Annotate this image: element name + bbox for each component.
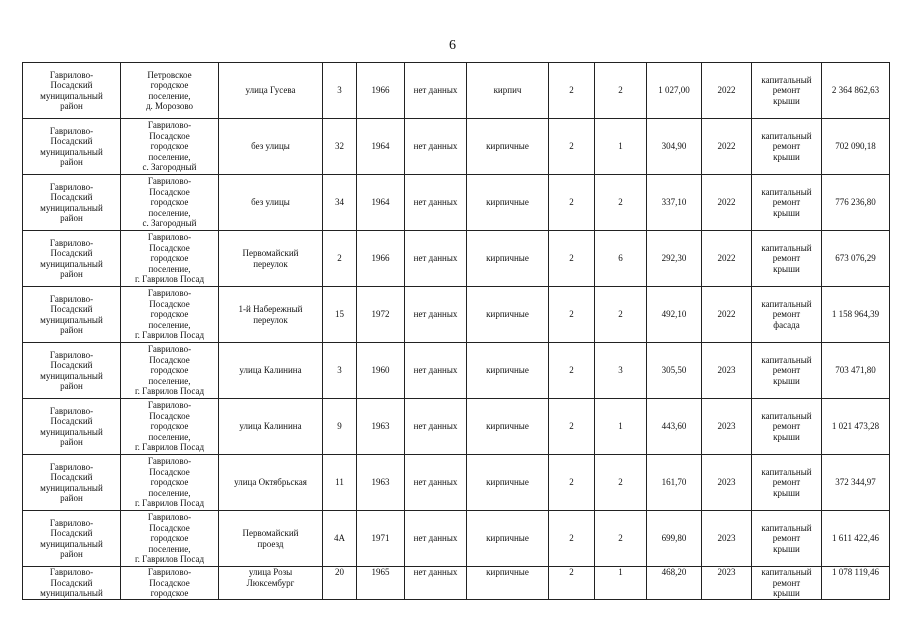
cell-year: 1965 [357, 567, 405, 600]
cell-area: 292,30 [647, 231, 702, 287]
cell-plan-year: 2023 [702, 511, 752, 567]
cell-material: кирпичные [467, 343, 549, 399]
cell-entrances: 1 [595, 399, 647, 455]
cell-cost: 1 078 119,46 [822, 567, 890, 600]
cell-plan-year: 2023 [702, 567, 752, 600]
cell-cost: 1 611 422,46 [822, 511, 890, 567]
cell-area: 337,10 [647, 175, 702, 231]
cell-house: 11 [323, 455, 357, 511]
table-row [23, 287, 890, 343]
cell-street: улица Калинина [219, 343, 323, 399]
cell-house: 15 [323, 287, 357, 343]
cell-plan-year: 2023 [702, 399, 752, 455]
cell-work: капитальный ремонт крыши [752, 119, 822, 175]
cell-cost: 2 364 862,63 [822, 63, 890, 119]
table-row [23, 399, 890, 455]
cell-house: 3 [323, 63, 357, 119]
cell-material: кирпич [467, 63, 549, 119]
cell-year: 1960 [357, 343, 405, 399]
cell-settlement: Гаврилово- Посадское городское поселение, г. Гаврилов Посад [121, 455, 219, 511]
table-row [23, 511, 890, 567]
cell-material: кирпичные [467, 511, 549, 567]
cell-district: Гаврилово- Посадский муниципальный район [23, 455, 121, 511]
cell-work: капитальный ремонт крыши [752, 567, 822, 600]
cell-area: 161,70 [647, 455, 702, 511]
cell-entrances: 2 [595, 175, 647, 231]
cell-floors: 2 [549, 175, 595, 231]
cell-area: 305,50 [647, 343, 702, 399]
cell-district: Гаврилово- Посадский муниципальный район [23, 119, 121, 175]
cell-floors: 2 [549, 399, 595, 455]
cell-work: капитальный ремонт крыши [752, 343, 822, 399]
cell-district: Гаврилово- Посадский муниципальный район [23, 511, 121, 567]
cell-settlement: Гаврилово- Посадское городское поселение, г. Гаврилов Посад [121, 231, 219, 287]
cell-extra: нет данных [405, 63, 467, 119]
cell-entrances: 6 [595, 231, 647, 287]
cell-cost: 1 158 964,39 [822, 287, 890, 343]
cell-district: Гаврилово- Посадский муниципальный район [23, 175, 121, 231]
cell-settlement: Гаврилово- Посадское городское поселение, с. Загородный [121, 175, 219, 231]
cell-material: кирпичные [467, 287, 549, 343]
cell-extra: нет данных [405, 119, 467, 175]
cell-entrances: 1 [595, 119, 647, 175]
cell-district: Гаврилово- Посадский муниципальный район [23, 231, 121, 287]
cell-floors: 2 [549, 567, 595, 600]
cell-plan-year: 2022 [702, 63, 752, 119]
cell-house: 4А [323, 511, 357, 567]
cell-entrances: 3 [595, 343, 647, 399]
cell-floors: 2 [549, 287, 595, 343]
cell-extra: нет данных [405, 175, 467, 231]
cell-settlement: Петровское городское поселение, д. Морозово [121, 63, 219, 119]
cell-material: кирпичные [467, 399, 549, 455]
cell-area: 468,20 [647, 567, 702, 600]
cell-street: Первомайский проезд [219, 511, 323, 567]
cell-entrances: 2 [595, 287, 647, 343]
cell-street: улица Гусева [219, 63, 323, 119]
cell-settlement: Гаврилово- Посадское городское поселение, г. Гаврилов Посад [121, 399, 219, 455]
cell-work: капитальный ремонт фасада [752, 287, 822, 343]
table-row [23, 231, 890, 287]
cell-street: 1-й Набережный переулок [219, 287, 323, 343]
cell-material: кирпичные [467, 455, 549, 511]
cell-year: 1964 [357, 175, 405, 231]
cell-plan-year: 2022 [702, 175, 752, 231]
cell-area: 1 027,00 [647, 63, 702, 119]
cell-floors: 2 [549, 119, 595, 175]
cell-plan-year: 2023 [702, 455, 752, 511]
cell-entrances: 2 [595, 63, 647, 119]
cell-work: капитальный ремонт крыши [752, 399, 822, 455]
cell-street: без улицы [219, 119, 323, 175]
cell-work: капитальный ремонт крыши [752, 175, 822, 231]
cell-house: 34 [323, 175, 357, 231]
cell-floors: 2 [549, 511, 595, 567]
cell-district: Гаврилово- Посадский муниципальный район [23, 287, 121, 343]
cell-material: кирпичные [467, 175, 549, 231]
cell-area: 304,90 [647, 119, 702, 175]
cell-cost: 1 021 473,28 [822, 399, 890, 455]
cell-floors: 2 [549, 231, 595, 287]
cell-settlement: Гаврилово- Посадское городское [121, 567, 219, 600]
cell-work: капитальный ремонт крыши [752, 455, 822, 511]
page-number: 6 [449, 38, 456, 53]
table-row [23, 63, 890, 119]
cell-area: 443,60 [647, 399, 702, 455]
cell-year: 1963 [357, 455, 405, 511]
cell-entrances: 1 [595, 567, 647, 600]
cell-district: Гаврилово- Посадский муниципальный район [23, 399, 121, 455]
cell-extra: нет данных [405, 287, 467, 343]
cell-settlement: Гаврилово- Посадское городское поселение, с. Загородный [121, 119, 219, 175]
cell-work: капитальный ремонт крыши [752, 63, 822, 119]
cell-extra: нет данных [405, 399, 467, 455]
cell-house: 32 [323, 119, 357, 175]
cell-material: кирпичные [467, 231, 549, 287]
table-body [23, 63, 890, 600]
cell-extra: нет данных [405, 455, 467, 511]
cell-district: Гаврилово- Посадский муниципальный район [23, 63, 121, 119]
cell-house: 3 [323, 343, 357, 399]
cell-street: улица Октябрьская [219, 455, 323, 511]
cell-cost: 703 471,80 [822, 343, 890, 399]
cell-material: кирпичные [467, 567, 549, 600]
cell-year: 1971 [357, 511, 405, 567]
cell-area: 492,10 [647, 287, 702, 343]
table-row [23, 567, 890, 600]
cell-street: без улицы [219, 175, 323, 231]
cell-entrances: 2 [595, 511, 647, 567]
cell-extra: нет данных [405, 343, 467, 399]
cell-plan-year: 2023 [702, 343, 752, 399]
cell-material: кирпичные [467, 119, 549, 175]
housing-repair-table [22, 62, 890, 600]
cell-settlement: Гаврилово- Посадское городское поселение, г. Гаврилов Посад [121, 287, 219, 343]
table-row [23, 119, 890, 175]
cell-extra: нет данных [405, 511, 467, 567]
cell-settlement: Гаврилово- Посадское городское поселение, г. Гаврилов Посад [121, 343, 219, 399]
cell-plan-year: 2022 [702, 231, 752, 287]
cell-year: 1966 [357, 231, 405, 287]
cell-house: 9 [323, 399, 357, 455]
cell-settlement: Гаврилово- Посадское городское поселение, г. Гаврилов Посад [121, 511, 219, 567]
table-row [23, 455, 890, 511]
cell-district: Гаврилово- Посадский муниципальный район [23, 343, 121, 399]
cell-work: капитальный ремонт крыши [752, 231, 822, 287]
cell-plan-year: 2022 [702, 287, 752, 343]
cell-extra: нет данных [405, 231, 467, 287]
cell-year: 1966 [357, 63, 405, 119]
cell-cost: 702 090,18 [822, 119, 890, 175]
table-row [23, 343, 890, 399]
cell-year: 1972 [357, 287, 405, 343]
table-row [23, 175, 890, 231]
cell-street: улица Розы Люксембург [219, 567, 323, 600]
cell-floors: 2 [549, 343, 595, 399]
cell-street: Первомайский переулок [219, 231, 323, 287]
cell-year: 1964 [357, 119, 405, 175]
cell-floors: 2 [549, 63, 595, 119]
cell-cost: 673 076,29 [822, 231, 890, 287]
cell-plan-year: 2022 [702, 119, 752, 175]
cell-cost: 776 236,80 [822, 175, 890, 231]
cell-house: 2 [323, 231, 357, 287]
cell-entrances: 2 [595, 455, 647, 511]
cell-extra: нет данных [405, 567, 467, 600]
cell-district: Гаврилово- Посадский муниципальный [23, 567, 121, 600]
cell-street: улица Калинина [219, 399, 323, 455]
cell-work: капитальный ремонт крыши [752, 511, 822, 567]
cell-floors: 2 [549, 455, 595, 511]
cell-house: 20 [323, 567, 357, 600]
cell-year: 1963 [357, 399, 405, 455]
cell-area: 699,80 [647, 511, 702, 567]
cell-cost: 372 344,97 [822, 455, 890, 511]
